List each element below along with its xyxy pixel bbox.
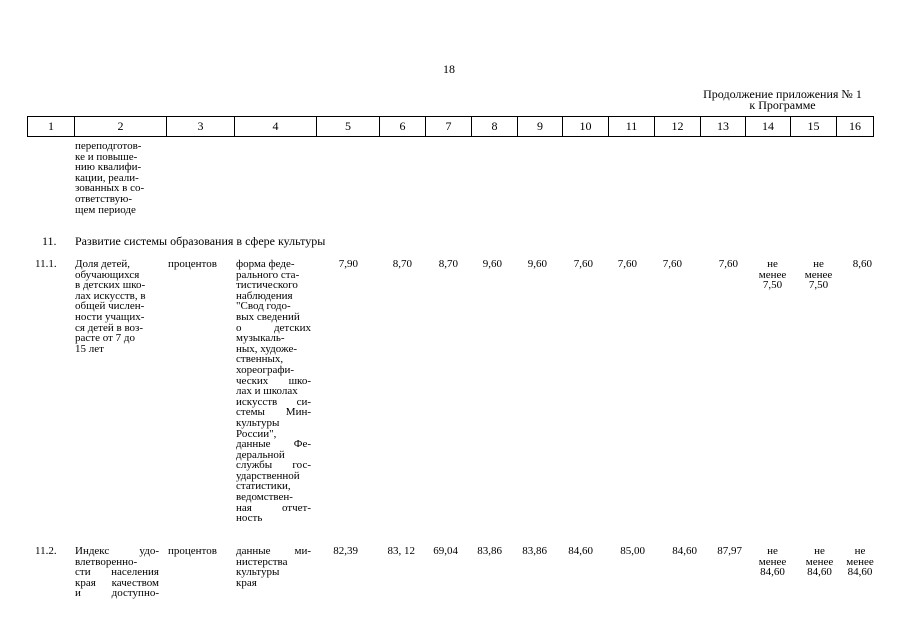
value-col-14: не менее 84,60 [758,545,787,579]
column-number: 1 [28,117,75,137]
page-number: 18 [443,62,455,76]
value-col-11: 7,60 [617,258,637,270]
section-number: 11. [42,234,57,248]
column-number: 14 [746,117,791,137]
column-number: 7 [426,117,472,137]
value-col-13: 87,97 [717,545,742,557]
unit-of-measure: процентов [168,545,217,557]
value-col-14: не менее 7,50 [758,258,787,292]
column-number: 5 [317,117,380,137]
column-number: 8 [472,117,518,137]
column-number: 13 [701,117,746,137]
value-col-15: не менее 7,50 [804,258,833,292]
value-col-8: 83,86 [477,545,502,557]
continuation-line: Продолжение приложения № 1 [703,87,862,101]
column-number: 9 [518,117,563,137]
column-number: 11 [609,117,655,137]
column-number: 2 [75,117,167,137]
column-number: 10 [563,117,609,137]
data-source: форма феде- рального ста- тистического наблюдения "Свод годо- вых сведений о детских музыкаль- ных, художе- ственных, хореографи- ческих шко- лах и школах искусств си- стемы Мин- культуры России", данные Фе- деральной службы гос- ударственной статистики, ведомствен- ная отчет- ность [236,258,311,525]
column-number: 3 [167,117,235,137]
column-number: 4 [235,117,317,137]
row-number: 11.2. [35,545,57,557]
value-col-10: 84,60 [568,545,593,557]
value-col-8: 9,60 [482,258,502,270]
column-number: 15 [791,117,837,137]
value-col-16: не менее 84,60 [846,545,874,579]
data-source: данные ми- нистерства культуры края [236,545,311,589]
value-col-5: 7,90 [338,258,358,270]
value-col-6: 8,70 [392,258,412,270]
value-col-15: не менее 84,60 [805,545,834,579]
indicator-name: Доля детей, обучающихся в детских шко- лах искусств, в общей числен- ности учащих- ся детей в воз- расте от 7 до 15 лет [75,258,146,355]
carryover-indicator-name: переподготов- ке и повыше- нию квалифи- кации, реали- зованных в со- ответствую- щем периоде [75,140,145,216]
unit-of-measure: процентов [168,258,217,270]
value-col-7: 69,04 [433,545,458,557]
section-title: Развитие системы образования в сфере культуры [75,234,326,248]
continuation-note [690,89,875,111]
column-number: 6 [380,117,426,137]
value-col-5: 82,39 [333,545,358,557]
value-col-11: 85,00 [620,545,645,557]
indicator-name: Индекс удо- влетворенно- сти населения края качеством и доступно- [75,545,159,600]
value-col-12: 84,60 [672,545,697,557]
value-col-16: 8,60 [852,258,872,270]
value-col-13: 7,60 [718,258,738,270]
column-number-header [27,116,874,137]
row-number: 11.1. [35,258,57,270]
value-col-12: 7,60 [662,258,682,270]
value-col-10: 7,60 [573,258,593,270]
value-col-9: 83,86 [522,545,547,557]
column-number: 16 [837,117,874,137]
value-col-7: 8,70 [438,258,458,270]
value-col-9: 9,60 [527,258,547,270]
column-number: 12 [655,117,701,137]
value-col-6: 83, 12 [387,545,415,557]
continuation-line: к Программе [749,98,816,112]
